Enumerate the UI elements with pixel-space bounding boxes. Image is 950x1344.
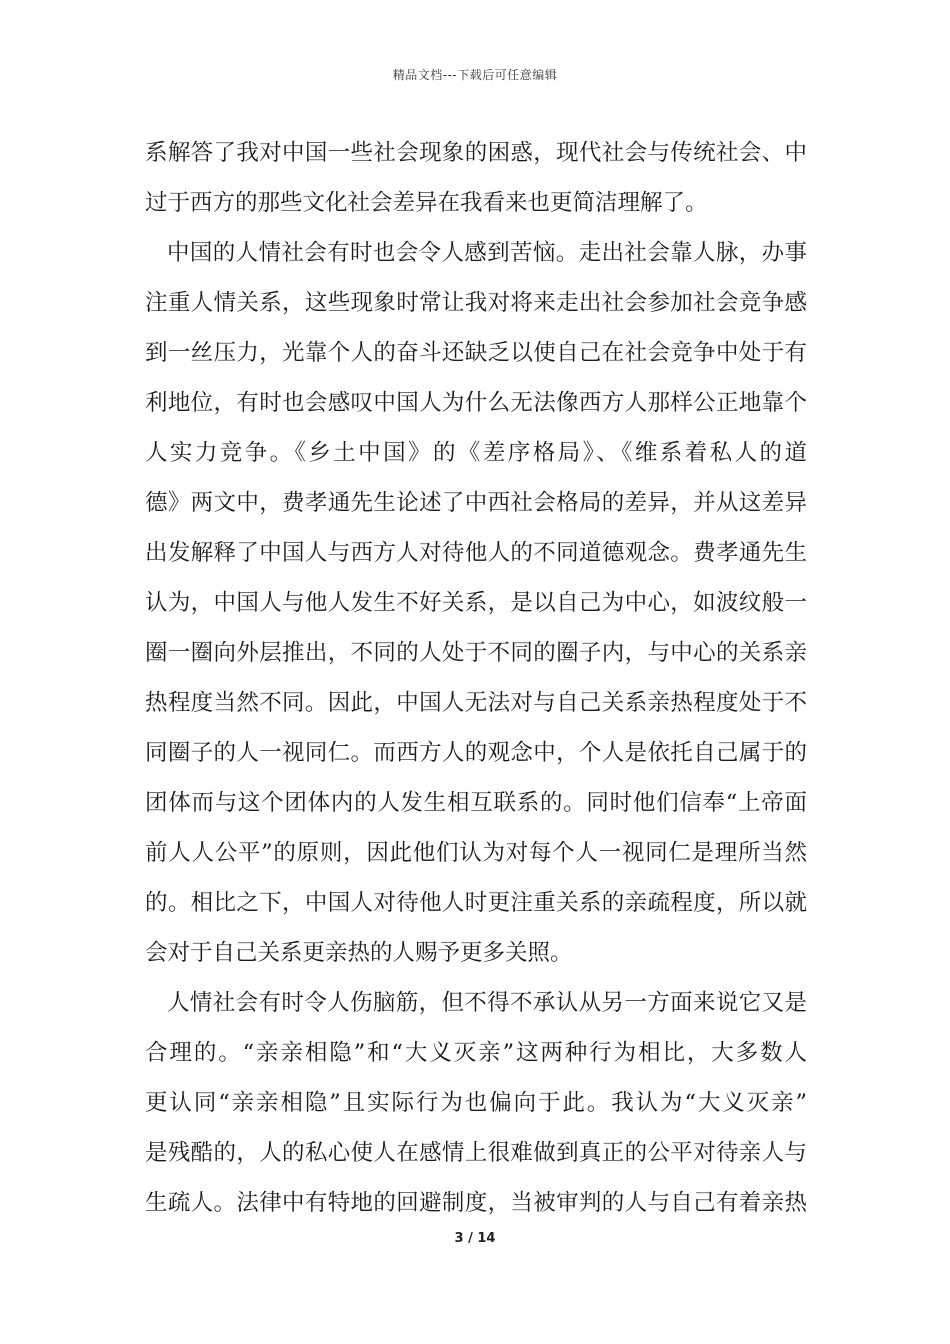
page-header: 精品文档---下载后可任意编辑: [392, 68, 558, 82]
text-line: 是残酷的，人的私心使人在感情上很难做到真正的公平对待亲人与: [145, 1140, 807, 1166]
page-number: 3 / 14: [454, 1231, 496, 1246]
text-line: 中国的人情社会有时也会令人感到苦恼。走出社会靠人脉，办事: [167, 240, 807, 266]
text-line: 人实力竞争。《乡土中国》的《差序格局》、《维系着私人的道: [145, 440, 807, 466]
paragraph: [145, 978, 807, 1228]
text-line: 认为，中国人与他人发生不好关系，是以自己为中心，如波纹般一: [145, 590, 807, 616]
text-line: 团体而与这个团体内的人发生相互联系的。同时他们信奉“上帝面: [145, 790, 807, 816]
text-line: 利地位，有时也会感叹中国人为什么无法像西方人那样公正地靠个: [145, 390, 807, 416]
text-line: 到一丝压力，光靠个人的奋斗还缺乏以使自己在社会竞争中处于有: [145, 340, 807, 366]
text-line: 出发解释了中国人与西方人对待他人的不同道德观念。费孝通先生: [145, 540, 807, 566]
text-line: 会对于自己关系更亲热的人赐予更多关照。: [145, 940, 573, 966]
text-line: 合理的。“亲亲相隐”和“大义灭亲”这两种行为相比，大多数人: [145, 1040, 807, 1066]
text-line: 同圈子的人一视同仁。而西方人的观念中，个人是依托自己属于的: [145, 740, 807, 766]
text-line: 热程度当然不同。因此，中国人无法对与自己关系亲热程度处于不: [145, 690, 807, 716]
text-line: 系解答了我对中国一些社会现象的困惑，现代社会与传统社会、中: [145, 140, 807, 166]
text-line: 生疏人。法律中有特地的回避制度，当被审判的人与自己有着亲热: [145, 1190, 807, 1216]
text-line: 前人人公平”的原则，因此他们认为对每个人一视同仁是理所当然: [145, 840, 807, 866]
text-line: 注重人情关系，这些现象时常让我对将来走出社会参加社会竞争感: [145, 290, 807, 316]
text-line: 人情社会有时令人伤脑筋，但不得不承认从另一方面来说它又是: [167, 990, 807, 1016]
text-line: 的。相比之下，中国人对待他人时更注重关系的亲疏程度，所以就: [145, 890, 807, 916]
text-line: 过于西方的那些文化社会差异在我看来也更简洁理解了。: [145, 190, 708, 216]
paragraph: [145, 228, 807, 978]
text-line: 德》两文中，费孝通先生论述了中西社会格局的差异，并从这差异: [145, 490, 807, 516]
text-line: 圈一圈向外层推出，不同的人处于不同的圈子内，与中心的关系亲: [145, 640, 807, 666]
body-text: [145, 128, 807, 1228]
paragraph: [145, 128, 807, 228]
text-line: 更认同“亲亲相隐”且实际行为也偏向于此。我认为“大义灭亲”: [145, 1090, 807, 1116]
